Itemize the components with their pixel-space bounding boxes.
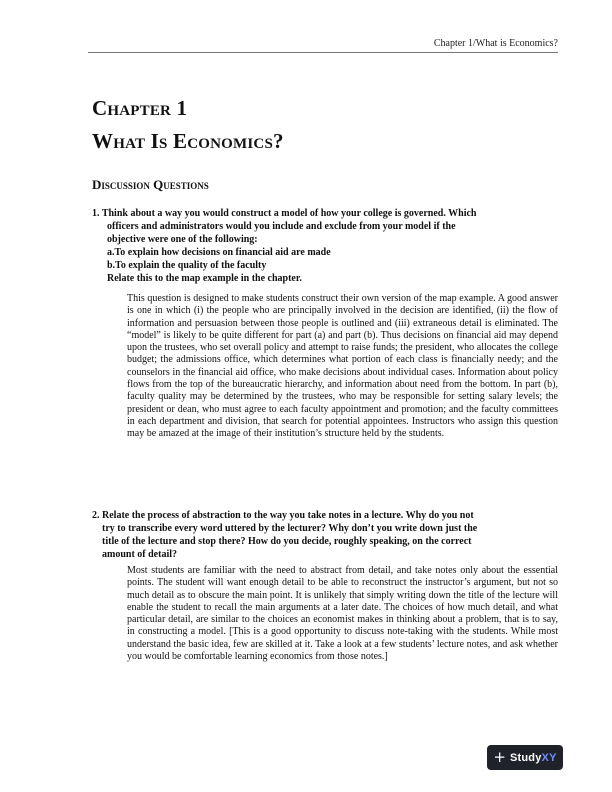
chapter-number: Chapter 1 xyxy=(92,96,188,120)
logo-text-accent: XY xyxy=(541,751,557,764)
question-line: officers and administrators would you include and exclude from your model if the xyxy=(107,221,456,233)
answer-1: This question is designed to make students construct their own version of the map example. A good answer is one in which (i) the people who are principally involved in the decision are identified, (ii) the flow of information and persuasion between those people is outlined and (iii) extraneous detail is eliminated. The “model” is likely to be quite different for part (a) and part (b). Thus decisions on financial aid may depend upon the trustees, who set overall policy and attempt to raise funds; the president, who allocates the college budget; the admissions office, which determines what portion of each class is financially needy; and the counselors in the financial aid office, who make decisions about individual cases. Information about policy flows from the top of the bureaucratic hierarchy, and information about need from the bottom. In part (b), faculty quality may be determined by the trustees, who may be responsible for setting salary levels; the president or dean, who must agree to each faculty appointment and promotion; and the faculty committees in each department and division, that search for potential appointees. Instructors who assign this question may be amazed at the image of their institution’s structure held by the students. xyxy=(127,293,558,440)
answer-2: Most students are familiar with the need to abstract from detail, and take notes only about the essential points. The student will want enough detail to be able to reconstruct the instructor’s argument, but not so much detail as to obscure the main point. It is unlikely that simply writing down the title of the lecture will enable the student to recall the main arguments at a later date. The choices of how much detail, and what particular detail, are similar to the choices an economist makes in thinking about a problem, that is to say, in constructing a model. [This is a good opportunity to discuss note-taking with the students. While most understand the basic idea, few are skilled at it. Take a look at a few students’ lecture notes, and ask whether you would be comfortable learning economics from those notes.] xyxy=(127,565,558,663)
plus-icon: + xyxy=(493,748,506,766)
running-header: Chapter 1/What is Economics? xyxy=(433,38,558,49)
header-rule xyxy=(88,52,558,53)
logo-text-main: Study xyxy=(509,751,542,764)
question-line: amount of detail? xyxy=(102,549,177,561)
question-option-b: b.To explain the quality of the faculty xyxy=(107,260,267,272)
question-option-a: a.To explain how decisions on financial aid are made xyxy=(107,247,331,259)
section-heading: Discussion Questions xyxy=(92,177,209,192)
studyxy-logo[interactable] xyxy=(487,745,563,770)
question-line: title of the lecture and stop there? How do you decide, roughly speaking, on the correct xyxy=(102,536,472,548)
question-line: 1. Think about a way you would construct a model of how your college is governed. Which xyxy=(92,208,477,219)
chapter-title: What Is Economics? xyxy=(92,129,284,153)
question-line: try to transcribe every word uttered by the lecturer? Why don’t you write down just the xyxy=(102,523,478,535)
logo-text xyxy=(510,752,557,764)
question-line: 2. Relate the process of abstraction to the way you take notes in a lecture. Why do you not xyxy=(92,510,474,521)
question-line: objective were one of the following: xyxy=(107,234,258,246)
question-1 xyxy=(92,207,562,286)
question-2 xyxy=(92,509,562,561)
question-line: Relate this to the map example in the chapter. xyxy=(107,273,302,285)
